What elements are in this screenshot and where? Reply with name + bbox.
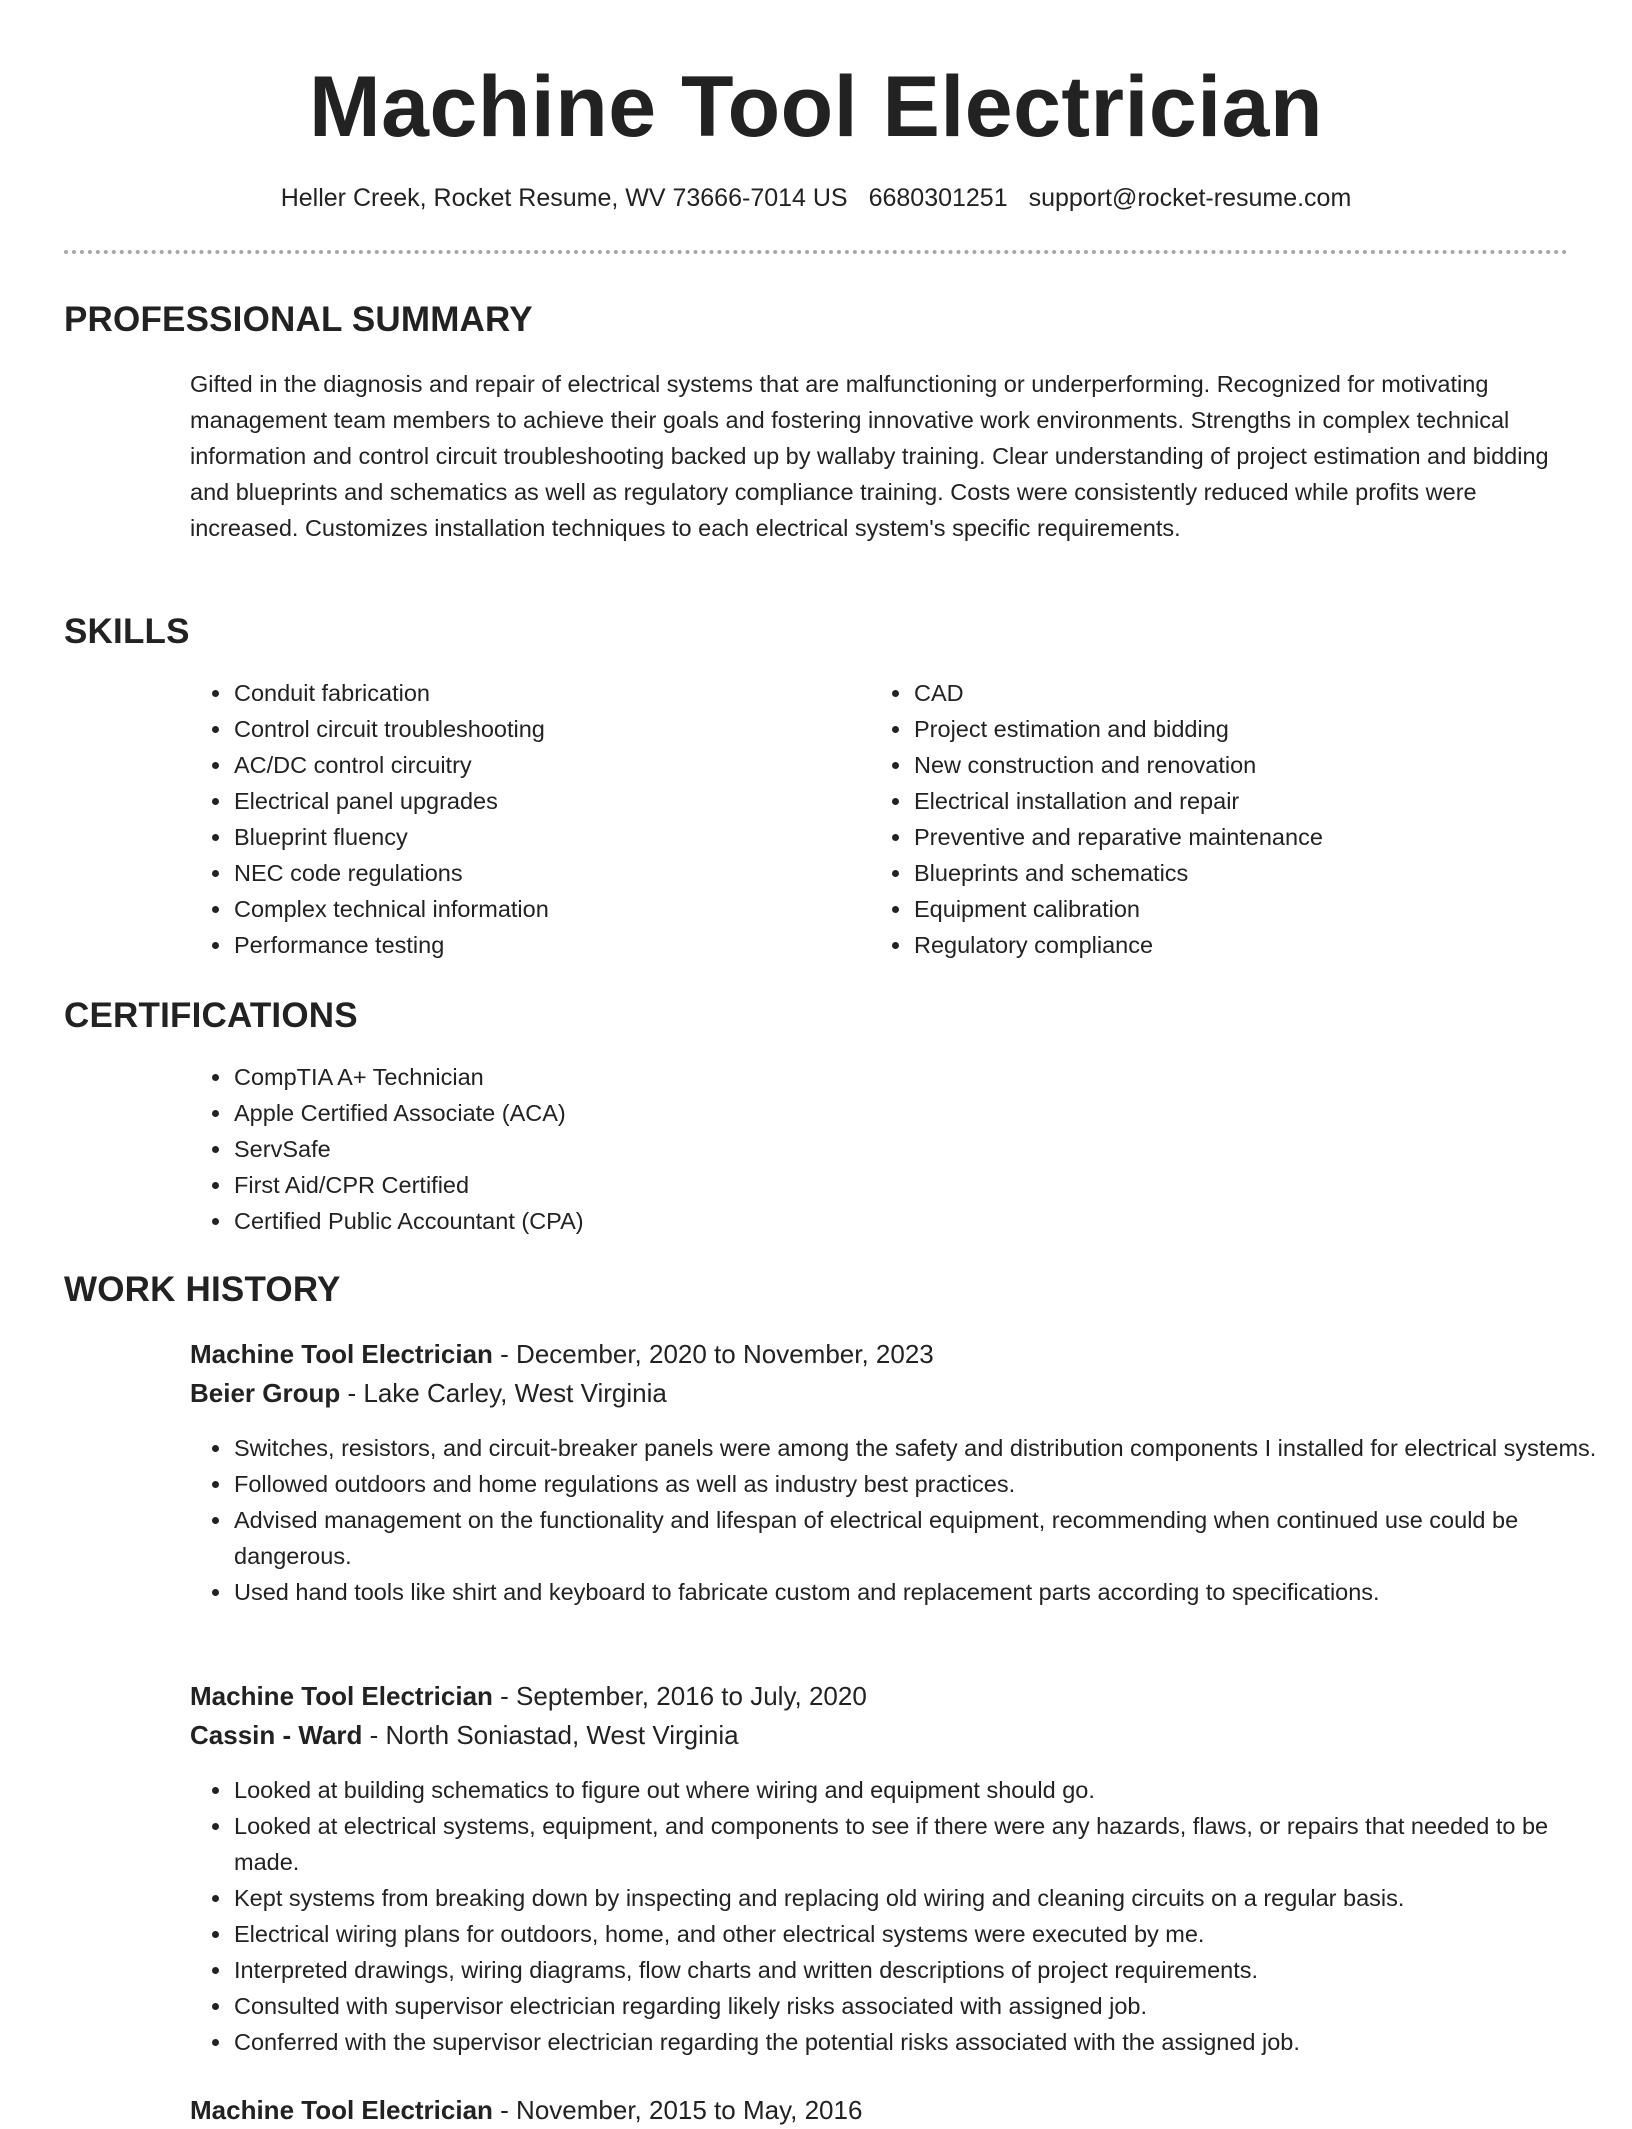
certifications-list bbox=[190, 1059, 1133, 1239]
job-dates: - December, 2020 to November, 2023 bbox=[492, 1339, 934, 1369]
list-item: • Equipment calibration bbox=[913, 891, 1573, 927]
section-title-summary: PROFESSIONAL SUMMARY bbox=[64, 300, 533, 339]
list-item: • First Aid/CPR Certified bbox=[233, 1167, 1133, 1203]
list-item: • Consulted with supervisor electrician regarding likely risks associated with assigned job. bbox=[233, 1988, 1613, 2024]
skills-list-right bbox=[870, 675, 1573, 963]
header-divider bbox=[64, 250, 1568, 254]
list-item: • Apple Certified Associate (ACA) bbox=[233, 1095, 1133, 1131]
list-item: • Project estimation and bidding bbox=[913, 711, 1573, 747]
list-item: • Advised management on the functionality and lifespan of electrical equipment, recommending when continued use could be dangerous. bbox=[233, 1502, 1613, 1574]
list-item: • Conduit fabrication bbox=[233, 675, 853, 711]
list-item: • Followed outdoors and home regulations as well as industry best practices. bbox=[233, 1466, 1613, 1502]
resume-name-heading: Machine Tool Electrician bbox=[309, 59, 1323, 155]
skills-list-left bbox=[190, 675, 853, 963]
list-item: • Used hand tools like shirt and keyboard to fabricate custom and replacement parts according to specifications. bbox=[233, 1574, 1613, 1610]
job-dates: - November, 2015 to May, 2016 bbox=[492, 2095, 863, 2125]
list-item: • Electrical panel upgrades bbox=[233, 783, 853, 819]
list-item: • Kept systems from breaking down by inspecting and replacing old wiring and cleaning circuits on a regular basis. bbox=[233, 1880, 1613, 1916]
job-location: - Lake Carley, West Virginia bbox=[340, 1378, 667, 1408]
list-item: • Complex technical information bbox=[233, 891, 853, 927]
section-title-certifications: CERTIFICATIONS bbox=[64, 996, 358, 1035]
job-company-line bbox=[190, 1716, 739, 1754]
contact-email: support@rocket-resume.com bbox=[1028, 184, 1352, 212]
job-company: Beier Group bbox=[190, 1378, 341, 1408]
job-company-line bbox=[190, 1374, 667, 1412]
job-title-line bbox=[190, 1335, 934, 1373]
list-item: • AC/DC control circuitry bbox=[233, 747, 853, 783]
job-dates: - September, 2016 to July, 2020 bbox=[492, 1681, 867, 1711]
contact-address: Heller Creek, Rocket Resume, WV 73666-7014 US bbox=[280, 184, 848, 212]
job-role: Machine Tool Electrician bbox=[190, 2095, 493, 2125]
list-item: • New construction and renovation bbox=[913, 747, 1573, 783]
list-item: • Switches, resistors, and circuit-breaker panels were among the safety and distribution components I installed for electrical systems. bbox=[233, 1430, 1613, 1466]
job-bullets bbox=[190, 1430, 1613, 1610]
list-item: • CAD bbox=[913, 675, 1573, 711]
job-role: Machine Tool Electrician bbox=[190, 1339, 493, 1369]
section-title-skills: SKILLS bbox=[64, 612, 190, 651]
list-item: • Certified Public Accountant (CPA) bbox=[233, 1203, 1133, 1239]
list-item: • Looked at electrical systems, equipment, and components to see if there were any hazards, flaws, or repairs that needed to be made. bbox=[233, 1808, 1613, 1880]
list-item: • NEC code regulations bbox=[233, 855, 853, 891]
list-item: • Preventive and reparative maintenance bbox=[913, 819, 1573, 855]
list-item: • Electrical installation and repair bbox=[913, 783, 1573, 819]
contact-line bbox=[0, 180, 1632, 216]
job-title-line bbox=[190, 2091, 862, 2129]
list-item: • ServSafe bbox=[233, 1131, 1133, 1167]
list-item: • Control circuit troubleshooting bbox=[233, 711, 853, 747]
list-item: • Blueprint fluency bbox=[233, 819, 853, 855]
list-item: • Looked at building schematics to figure out where wiring and equipment should go. bbox=[233, 1772, 1613, 1808]
contact-phone: 6680301251 bbox=[868, 184, 1008, 212]
list-item: • CompTIA A+ Technician bbox=[233, 1059, 1133, 1095]
list-item: • Blueprints and schematics bbox=[913, 855, 1573, 891]
list-item: • Regulatory compliance bbox=[913, 927, 1573, 963]
job-role: Machine Tool Electrician bbox=[190, 1681, 493, 1711]
job-location: - North Soniastad, West Virginia bbox=[362, 1720, 739, 1750]
job-title-line bbox=[190, 1677, 867, 1715]
list-item: • Performance testing bbox=[233, 927, 853, 963]
section-title-work-history: WORK HISTORY bbox=[64, 1270, 341, 1309]
job-company: Cassin - Ward bbox=[190, 1720, 363, 1750]
list-item: • Interpreted drawings, wiring diagrams, flow charts and written descriptions of project requirements. bbox=[233, 1952, 1613, 1988]
list-item: • Electrical wiring plans for outdoors, home, and other electrical systems were executed by me. bbox=[233, 1916, 1613, 1952]
summary-text: Gifted in the diagnosis and repair of electrical systems that are malfunctioning or underperforming. Recognized for motivating management team members to achieve their goals and fostering innovative work environments. Strengths in complex technical information and control circuit troubleshooting backed up by wallaby training. Clear understanding of project estimation and bidding and blueprints and schematics as well as regulatory compliance training. Costs were consistently reduced while profits were increased. Customizes installation techniques to each electrical system's specific requirements. bbox=[190, 371, 1549, 541]
list-item: • Conferred with the supervisor electrician regarding the potential risks associated with the assigned job. bbox=[233, 2024, 1613, 2060]
job-bullets bbox=[190, 1772, 1613, 2060]
